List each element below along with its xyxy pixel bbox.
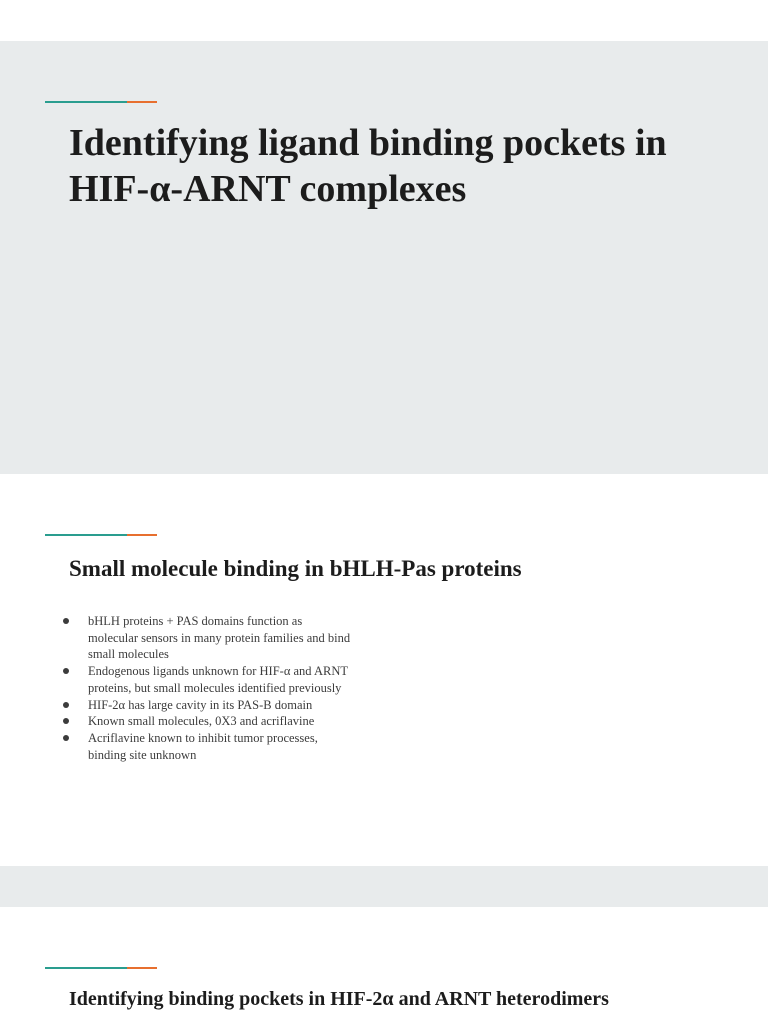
bullet-text: bHLH proteins + PAS domains function as molecular sensors in many protein families and bind small molecules xyxy=(88,614,351,662)
accent-line-orange xyxy=(127,967,157,969)
accent-line-orange xyxy=(127,101,157,103)
bullet-list xyxy=(63,613,353,763)
accent-line xyxy=(45,967,157,969)
slide-divider xyxy=(0,866,768,907)
accent-line-teal xyxy=(45,967,127,969)
content-slide xyxy=(0,907,768,1024)
accent-line xyxy=(45,534,157,536)
bullet-dot-icon xyxy=(63,735,69,741)
bullet-dot-icon xyxy=(63,702,69,708)
accent-line xyxy=(45,101,157,103)
bullet-text: Known small molecules, 0X3 and acriflavine xyxy=(88,714,315,729)
bullet-text: Endogenous ligands unknown for HIF-α and ARNT proteins, but small molecules identified previously xyxy=(88,664,348,695)
accent-line-teal xyxy=(45,534,127,536)
slide-heading: Small molecule binding in bHLH-Pas proteins xyxy=(69,556,522,581)
bullet-text: HIF-2α has large cavity in its PAS-B domain xyxy=(88,697,313,712)
accent-line-teal xyxy=(45,101,127,103)
bullet-item xyxy=(63,613,353,663)
accent-line-orange xyxy=(127,534,157,536)
bullet-dot-icon xyxy=(63,618,69,624)
slide-heading: Identifying binding pockets in HIF-2α and ARNT heterodimers xyxy=(69,988,609,1010)
slide-title: Identifying ligand binding pockets in HIF-α-ARNT complexes xyxy=(69,122,667,210)
bullet-text: Acriflavine known to inhibit tumor processes, binding site unknown xyxy=(88,730,318,762)
bullet-dot-icon xyxy=(63,668,69,674)
content-slide xyxy=(0,474,768,866)
bullet-item xyxy=(63,730,353,763)
bullet-item xyxy=(63,697,353,714)
bullet-item xyxy=(63,663,353,696)
bullet-item xyxy=(63,713,353,730)
title-slide xyxy=(0,41,768,474)
bullet-dot-icon xyxy=(63,718,69,724)
